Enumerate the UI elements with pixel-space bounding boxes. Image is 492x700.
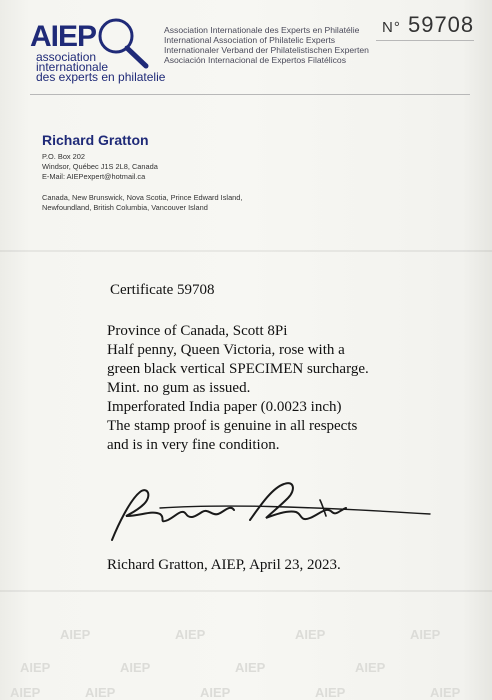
certificate-line: Imperforated India paper (0.0023 inch) (107, 399, 342, 415)
watermark-text: AIEP (410, 627, 441, 642)
watermark-text: AIEP (85, 685, 116, 700)
certificate-line: Half penny, Queen Victoria, rose with a (107, 342, 345, 358)
fold-line (0, 590, 492, 592)
association-name: Internationaler Verband der Philatelistischen Experten (164, 45, 369, 55)
watermark-text: AIEP (120, 660, 151, 675)
certificate-title: Certificate 59708 (110, 282, 215, 298)
logo-subtitle: association (36, 50, 97, 64)
association-name: Association Internationale des Experts en Philatélie (164, 25, 360, 35)
watermark-text: AIEP (315, 685, 346, 700)
logo-subtitle: des experts en philatelie (36, 70, 166, 84)
address-line: Windsor, Québec J1S 2L8, Canada (42, 162, 158, 171)
certificate-line: Mint. no gum as issued. (107, 380, 251, 396)
serial-value: 59708 (407, 12, 475, 37)
watermark-text: AIEP (295, 627, 326, 642)
watermark-text: AIEP (60, 627, 91, 642)
header-rule (30, 94, 470, 95)
email-line: E-Mail: AIEPexpert@hotmail.ca (42, 172, 146, 181)
logo-text: AIEP (30, 20, 97, 53)
watermark-text: AIEP (430, 685, 461, 700)
certificate-line: green black vertical SPECIMEN surcharge. (107, 361, 369, 377)
logo-subtitle: internationale (36, 60, 109, 74)
address-line: P.O. Box 202 (42, 152, 86, 161)
watermark-text: AIEP (10, 685, 41, 700)
areas-line: Canada, New Brunswick, Nova Scotia, Prince Edward Island, (42, 193, 243, 202)
certificate-line: Province of Canada, Scott 8Pi (107, 323, 288, 339)
watermark-text: AIEP (20, 660, 51, 675)
watermark-text: AIEP (175, 627, 206, 642)
certificate-line: The stamp proof is genuine in all respects (107, 418, 358, 434)
certificate-line: and is in very fine condition. (107, 437, 280, 453)
serial-number (382, 12, 474, 38)
signature-line: Richard Gratton, AIEP, April 23, 2023. (107, 557, 341, 573)
watermark-text: AIEP (200, 685, 231, 700)
serial-underline (376, 40, 474, 41)
serial-prefix: N° (382, 19, 401, 36)
watermark-text: AIEP (355, 660, 386, 675)
association-name: International Association of Philatelic Experts (164, 35, 336, 45)
areas-line: Newfoundland, British Columbia, Vancouver Island (42, 203, 208, 212)
association-name: Asociación Internacional de Expertos Filatélicos (164, 55, 346, 65)
handwritten-signature (100, 470, 440, 550)
watermark-text: AIEP (235, 660, 266, 675)
expert-name: Richard Gratton (42, 132, 149, 148)
fold-line (0, 250, 492, 252)
